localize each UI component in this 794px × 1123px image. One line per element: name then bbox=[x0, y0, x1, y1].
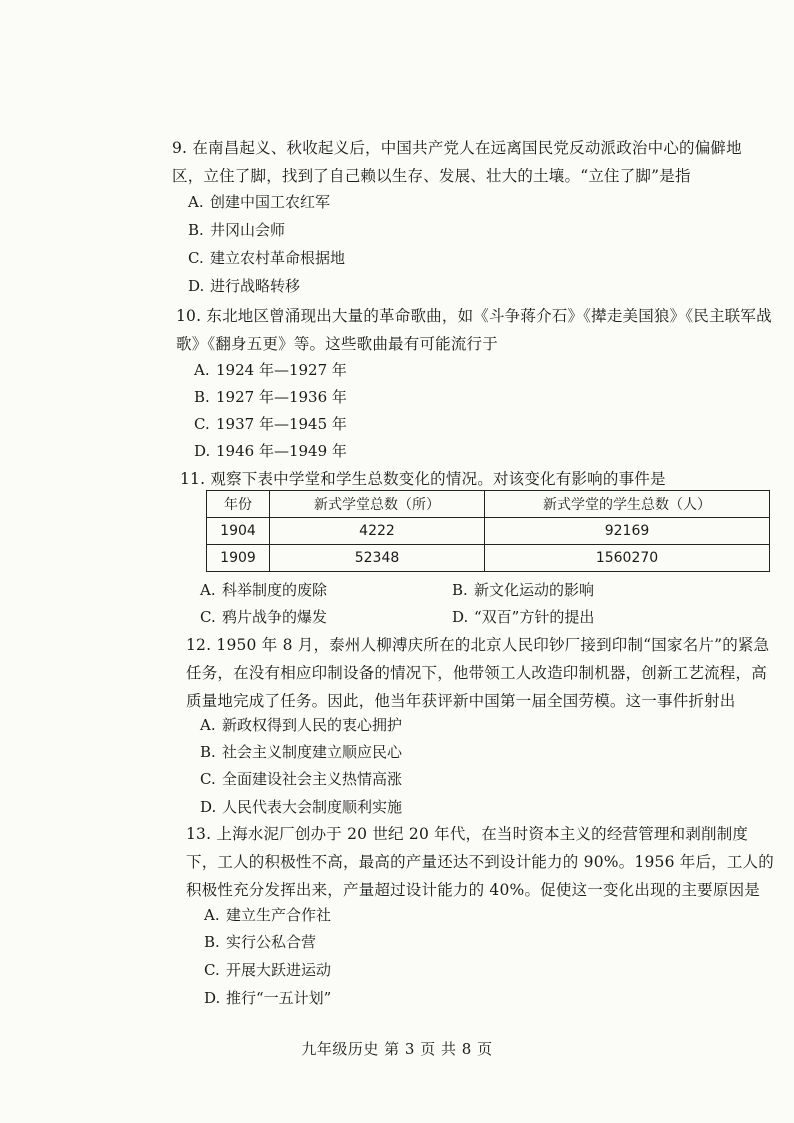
question-11-option-d: D. “双百”方针的提出 bbox=[452, 608, 595, 626]
question-10-option-c: C. 1937 年—1945 年 bbox=[194, 415, 347, 433]
table-cell: 1904 bbox=[207, 518, 270, 545]
question-11-stem: 11. 观察下表中学堂和学生总数变化的情况。对该变化有影响的事件是 bbox=[180, 470, 666, 488]
table-cell: 4222 bbox=[270, 518, 485, 545]
question-9-stem: 9. 在南昌起义、秋收起义后，中国共产党人在远离国民党反动派政治中心的偏僻地区，立住了脚，找到了自己赖以生存、发展、壮大的土壤。“立住了脚”是指 bbox=[172, 139, 742, 185]
question-12-option-b: B. 社会主义制度建立顺应民心 bbox=[200, 743, 403, 761]
question-9-option-c: C. 建立农村革命根据地 bbox=[188, 249, 346, 267]
question-10-option-b: B. 1927 年—1936 年 bbox=[194, 388, 347, 406]
page-footer: 九年级历史 第 3 页 共 8 页 bbox=[301, 1040, 493, 1058]
question-13-option-b: B. 实行公私合营 bbox=[204, 933, 317, 951]
question-13-stem: 13. 上海水泥厂创办于 20 世纪 20 年代，在当时资本主义的经营管理和剥削制度下，工人的积极性不高，最高的产量还达不到设计能力的 90%。1956 年后，工人的积极性充分发挥出来，产量超过设计能力的 40%。促使这一变化出现的主要原因是 bbox=[186, 825, 774, 899]
question-9-option-b: B. 井冈山会师 bbox=[188, 221, 286, 239]
question-13-option-d: D. 推行“一五计划” bbox=[204, 989, 332, 1007]
question-10-option-d: D. 1946 年—1949 年 bbox=[194, 442, 347, 460]
question-11-option-b: B. 新文化运动的影响 bbox=[452, 581, 595, 599]
question-9-option-d: D. 进行战略转移 bbox=[188, 277, 301, 295]
question-9-option-a: A. 创建中国工农红军 bbox=[188, 193, 331, 211]
school-statistics-table bbox=[206, 490, 770, 572]
table-cell: 1560270 bbox=[485, 545, 770, 572]
table-row bbox=[207, 545, 770, 572]
table-header-cell: 新式学堂总数（所） bbox=[270, 491, 485, 518]
question-13-option-a: A. 建立生产合作社 bbox=[204, 906, 332, 924]
table-header-cell: 年份 bbox=[207, 491, 270, 518]
question-12-option-d: D. 人民代表大会制度顺利实施 bbox=[200, 798, 403, 816]
table-header-row bbox=[207, 491, 770, 518]
question-10-stem: 10. 东北地区曾涌现出大量的革命歌曲，如《斗争蒋介石》《撵走美国狼》《民主联军战歌》《翻身五更》等。这些歌曲最有可能流行于 bbox=[176, 307, 772, 353]
question-10-option-a: A. 1924 年—1927 年 bbox=[194, 361, 347, 379]
question-12-stem: 12. 1950 年 8 月，泰州人柳溥庆所在的北京人民印钞厂接到印制“国家名片”的紧急任务，在没有相应印制设备的情况下，他带领工人改造印制机器，创新工艺流程，高质量地完成了任务。因此，他当年获评新中国第一届全国劳模。这一事件折射出 bbox=[186, 636, 770, 710]
table-header-cell: 新式学堂的学生总数（人） bbox=[485, 491, 770, 518]
question-11-option-a: A. 科举制度的废除 bbox=[200, 581, 328, 599]
question-13-option-c: C. 开展大跃进运动 bbox=[204, 961, 332, 979]
question-12-option-c: C. 全面建设社会主义热情高涨 bbox=[200, 770, 403, 788]
table-cell: 92169 bbox=[485, 518, 770, 545]
question-12-option-a: A. 新政权得到人民的衷心拥护 bbox=[200, 716, 403, 734]
table-cell: 52348 bbox=[270, 545, 485, 572]
question-11-option-c: C. 鸦片战争的爆发 bbox=[200, 608, 328, 626]
table-cell: 1909 bbox=[207, 545, 270, 572]
table-row bbox=[207, 518, 770, 545]
